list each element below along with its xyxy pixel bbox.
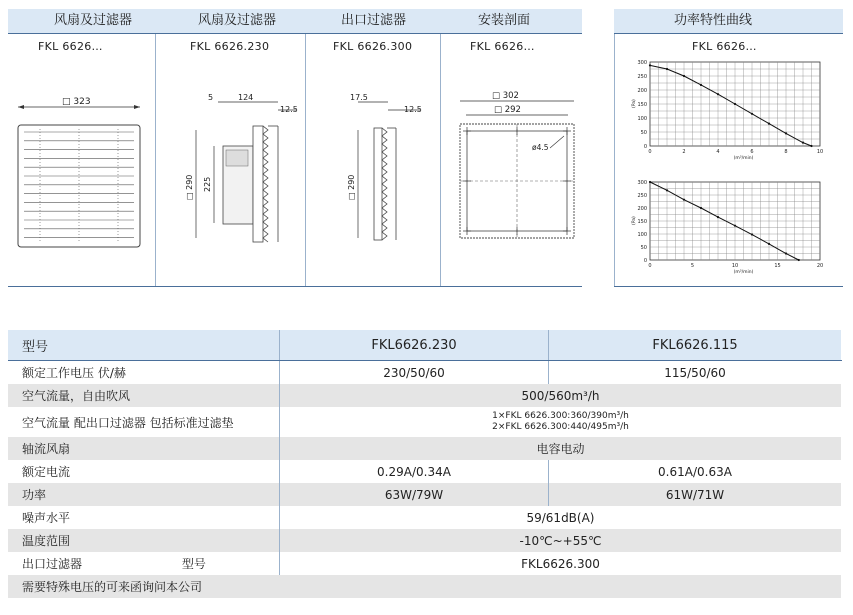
header-model-115: FKL6626.115 <box>549 330 842 361</box>
spec-table-header <box>8 330 842 361</box>
y-tick-label: 0 <box>643 258 647 264</box>
data-point <box>751 113 753 115</box>
row-airflow-filter-value <box>280 407 842 437</box>
bottom-rule-left <box>8 286 582 287</box>
row-voltage-a: 230/50/60 <box>280 361 549 385</box>
row-fan <box>8 437 842 460</box>
y-tick-label: 100 <box>637 232 647 238</box>
data-point <box>785 132 787 134</box>
row-noise-label: 噪声水平 <box>8 506 280 529</box>
x-tick-label: 10 <box>816 149 824 155</box>
row-note-text: 需要特殊电压的可来函询问本公司 <box>8 575 842 598</box>
x-tick-label: 5 <box>690 263 695 269</box>
y-tick-label: 300 <box>637 60 647 66</box>
power-curve-chart-1 <box>622 58 832 163</box>
row-voltage <box>8 361 842 385</box>
y-tick-label: 50 <box>640 130 647 136</box>
x-tick-label: 10 <box>731 263 739 269</box>
data-point <box>810 145 812 147</box>
data-point <box>700 207 702 209</box>
x-tick-label: 0 <box>648 263 652 269</box>
divider-4 <box>614 34 615 286</box>
model-label-3: FKL 6626.300 <box>333 40 413 53</box>
data-point <box>734 225 736 227</box>
dim-cut-outer: □ 302 <box>492 91 519 101</box>
dim-exit-top: 17.5 <box>350 93 368 102</box>
model-label-2: FKL 6626.230 <box>190 40 270 53</box>
dim-side-left: 5 <box>208 93 214 102</box>
data-point <box>700 84 702 86</box>
data-point <box>734 103 736 105</box>
row-power-a: 63W/79W <box>280 483 549 506</box>
data-point <box>683 75 685 77</box>
data-point <box>798 259 800 261</box>
dim-side-top: 124 <box>238 93 254 102</box>
row-note <box>8 575 842 598</box>
header-model: 型号 <box>8 330 280 361</box>
data-point <box>768 243 770 245</box>
y-tick-label: 250 <box>637 193 647 199</box>
header-fan-filter-1: 风扇及过滤器 <box>54 13 133 28</box>
row-airflow-free <box>8 384 842 407</box>
row-noise <box>8 506 842 529</box>
data-point <box>717 216 719 218</box>
y-tick-label: 300 <box>637 180 647 186</box>
row-airflow-filter <box>8 407 842 437</box>
y-tick-label: 200 <box>637 88 647 94</box>
row-exit-filter-name: 出口过滤器 <box>22 557 83 571</box>
y-tick-label: 50 <box>640 245 647 251</box>
y-tick-label: 150 <box>637 219 647 225</box>
spec-table <box>8 330 842 598</box>
row-current-b: 0.61A/0.63A <box>549 460 842 483</box>
x-axis-label: (m³/min) <box>733 156 754 161</box>
y-tick-label: 0 <box>643 144 647 150</box>
model-label-5: FKL 6626… <box>692 40 757 53</box>
divider-3 <box>440 34 441 286</box>
header-power-curve: 功率特性曲线 <box>674 13 753 28</box>
x-tick-label: 2 <box>682 149 686 155</box>
x-tick-label: 6 <box>750 149 754 155</box>
row-fan-label: 轴流风扇 <box>8 437 280 460</box>
row-voltage-b: 115/50/60 <box>549 361 842 385</box>
row-exit-filter-model-label: 型号 <box>181 557 206 571</box>
data-point <box>649 64 651 66</box>
exit-filter-drawing <box>318 88 433 253</box>
model-label-1: FKL 6626… <box>38 40 103 53</box>
row-power <box>8 483 842 506</box>
x-tick-label: 0 <box>648 149 652 155</box>
dim-cut-inner: □ 292 <box>494 105 521 115</box>
y-tick-label: 200 <box>637 206 647 212</box>
y-tick-label: 100 <box>637 116 647 122</box>
data-point <box>649 181 651 183</box>
row-temp <box>8 529 842 552</box>
header-fan-filter-2: 风扇及过滤器 <box>198 13 277 28</box>
dim-front-width: □ 323 <box>62 97 91 107</box>
row-exit-filter-label <box>8 552 280 575</box>
x-tick-label: 20 <box>816 263 824 269</box>
dim-side-height: □ 290 <box>185 174 194 200</box>
data-point <box>768 123 770 125</box>
mounting-cutout-drawing <box>452 88 582 248</box>
dim-exit-right: 12.5 <box>404 105 422 114</box>
row-airflow-filter-line1: 1×FKL 6626.300:360/390m³/h <box>492 411 629 421</box>
divider-1 <box>155 34 156 286</box>
bottom-rule-right <box>614 286 843 287</box>
row-noise-value: 59/61dB(A) <box>280 506 842 529</box>
data-point <box>683 199 685 201</box>
fan-front-drawing <box>10 95 150 255</box>
header-model-230: FKL6626.230 <box>280 330 549 361</box>
row-current-label: 额定电流 <box>8 460 280 483</box>
header-bar-curves <box>614 9 843 34</box>
y-axis-label: (Pa) <box>632 99 637 108</box>
power-curve-chart-2 <box>622 178 832 278</box>
data-point <box>751 233 753 235</box>
data-point <box>666 189 668 191</box>
data-point <box>785 252 787 254</box>
x-axis-label: (m³/min) <box>733 270 754 275</box>
dim-side-right: 12.5 <box>280 105 298 114</box>
x-tick-label: 8 <box>784 149 788 155</box>
data-point <box>666 68 668 70</box>
row-power-label: 功率 <box>8 483 280 506</box>
row-exit-filter <box>8 552 842 575</box>
row-current <box>8 460 842 483</box>
row-temp-value: -10℃~+55℃ <box>280 529 842 552</box>
row-airflow-free-label: 空气流量，自由吹风 <box>8 384 280 407</box>
row-fan-value: 电容电动 <box>280 437 842 460</box>
row-voltage-label: 额定工作电压 伏/赫 <box>8 361 280 385</box>
header-mounting-section: 安装剖面 <box>478 13 531 28</box>
row-airflow-filter-label: 空气流量 配出口过滤器 包括标准过滤垫 <box>8 407 280 437</box>
header-bar-products <box>8 9 582 34</box>
data-point <box>802 142 804 144</box>
data-point <box>717 93 719 95</box>
dim-exit-height: □ 290 <box>347 174 356 200</box>
row-airflow-free-value: 500/560m³/h <box>280 384 842 407</box>
row-temp-label: 温度范围 <box>8 529 280 552</box>
divider-2 <box>305 34 306 286</box>
row-power-b: 61W/71W <box>549 483 842 506</box>
dim-hole: ø4.5 <box>532 143 549 152</box>
dim-side-inner: 225 <box>203 176 212 192</box>
y-tick-label: 250 <box>637 74 647 80</box>
model-label-4: FKL 6626… <box>470 40 535 53</box>
header-exit-filter: 出口过滤器 <box>341 13 407 28</box>
y-axis-label: (Pa) <box>632 216 637 225</box>
row-exit-filter-value: FKL6626.300 <box>280 552 842 575</box>
x-tick-label: 4 <box>716 149 720 155</box>
fan-side-drawing <box>168 88 298 253</box>
y-tick-label: 150 <box>637 102 647 108</box>
x-tick-label: 15 <box>774 263 781 269</box>
row-airflow-filter-line2: 2×FKL 6626.300:440/495m³/h <box>492 422 629 432</box>
row-current-a: 0.29A/0.34A <box>280 460 549 483</box>
